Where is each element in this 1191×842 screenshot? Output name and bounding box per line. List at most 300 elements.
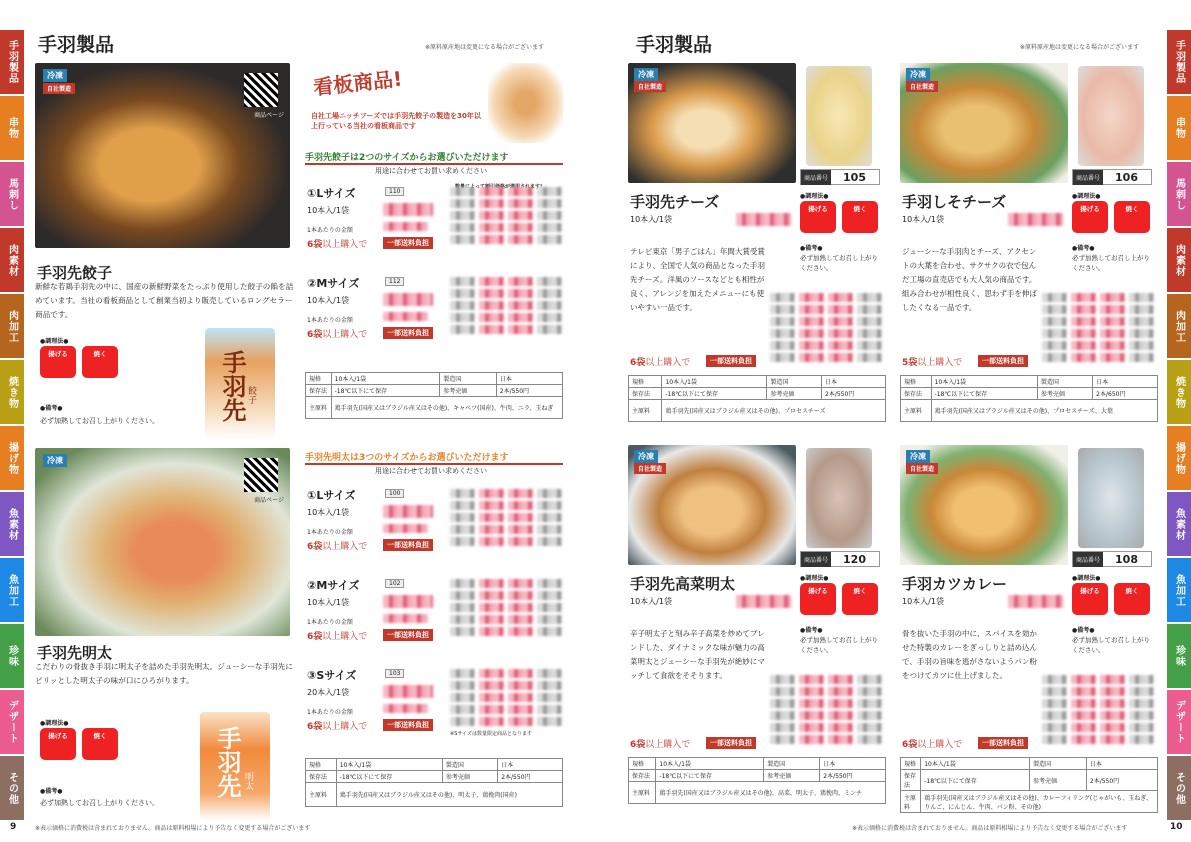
blur-cell: [857, 735, 882, 744]
blur-cell: [1100, 341, 1125, 350]
mentai-package: [200, 712, 270, 820]
storage-label: 保存法: [306, 771, 337, 783]
sidebar-tab[interactable]: 串物: [1167, 96, 1191, 162]
blur-cell: [537, 223, 562, 232]
free-ship-badge: 一部送料負担: [978, 737, 1028, 749]
blur-cell: [450, 591, 475, 600]
fry-icon: 揚げる: [1072, 583, 1108, 615]
blur-cell: [450, 325, 475, 334]
frozen-badge: 冷凍: [43, 69, 67, 82]
mentai-spec-table: [305, 758, 563, 807]
signature-banner: [305, 63, 563, 143]
blur-cell: [479, 693, 504, 702]
blur-cell: [508, 669, 533, 678]
blur-cell: [479, 591, 504, 600]
blur-cell: [508, 579, 533, 588]
shiso-code-box: [1072, 169, 1152, 185]
blur-cell: [770, 329, 795, 338]
blur-cell: [857, 353, 882, 362]
qr-code-icon[interactable]: [244, 458, 278, 492]
ref-price-value: 2本/550円: [496, 385, 562, 397]
blur-cell: [1129, 723, 1154, 732]
buy-more: 以上購入で: [645, 740, 691, 750]
blur-cell: [479, 513, 504, 522]
cheese-qty: 10本入/1袋: [630, 215, 672, 224]
per-bag-label: 1本あたりの金額: [307, 317, 353, 324]
price-blur: [383, 293, 433, 306]
product-page-label: 商品ページ: [254, 112, 284, 119]
own-badge: 自社製造: [634, 81, 666, 92]
sidebar-tab[interactable]: 揚げ物: [0, 426, 24, 492]
blur-cell: [1129, 711, 1154, 720]
storage-value: -18℃以下にて保存: [656, 770, 764, 782]
buy-more: 以上購入で: [322, 632, 368, 642]
blur-cell: [537, 537, 562, 546]
blur-cell: [450, 693, 475, 702]
blur-cell: [770, 305, 795, 314]
sidebar-tab[interactable]: 魚加工: [1167, 558, 1191, 624]
sidebar-tab[interactable]: 肉加工: [0, 294, 24, 360]
origin-value: 日本: [1093, 376, 1158, 388]
shiso-package: [1078, 66, 1144, 166]
discount-grid-blur: [450, 579, 562, 636]
blur-cell: [508, 223, 533, 232]
takana-title: 手羽先高菜明太: [630, 575, 736, 593]
code-value: 106: [1115, 170, 1138, 184]
blur-cell: [1100, 711, 1125, 720]
bake-icon: 焼く: [1114, 583, 1150, 615]
ref-price-value: 2本/550円: [822, 388, 886, 400]
free-ship-badge: 一部送料負担: [706, 737, 756, 749]
blur-cell: [828, 711, 853, 720]
spec-value: 10本入/1袋: [921, 758, 1030, 770]
blur-cell: [537, 669, 562, 678]
ingredients-value: 鶏手羽先(国産又はブラジル産又はその他)、キャベツ(国産)、牛肉、ニラ、玉ねぎ: [331, 397, 562, 419]
origin-label: 製造国: [440, 373, 497, 385]
sidebar-tab[interactable]: その他: [1167, 756, 1191, 822]
blur-cell: [508, 603, 533, 612]
blur-cell: [828, 353, 853, 362]
size-qty: 10本入/1袋: [307, 296, 349, 305]
blur-cell: [508, 277, 533, 286]
sidebar-tab[interactable]: その他: [0, 756, 24, 822]
blur-cell: [450, 537, 475, 546]
blur-cell: [508, 525, 533, 534]
size-name: ②Mサイズ: [307, 277, 360, 290]
ingredients-label: 主原料: [901, 791, 921, 813]
price-blur: [383, 505, 433, 518]
blur-cell: [479, 705, 504, 714]
blur-cell: [508, 187, 533, 196]
blur-cell: [537, 235, 562, 244]
sidebar-tab[interactable]: 手羽製品: [0, 30, 24, 96]
blur-cell: [799, 293, 824, 302]
blur-cell: [770, 341, 795, 350]
package-sub: 餃子: [246, 386, 256, 404]
size-qty: 10本入/1袋: [307, 598, 349, 607]
gyoza-title: 手羽先餃子: [37, 264, 113, 282]
sidebar-tab[interactable]: 肉素材: [0, 228, 24, 294]
sidebar-tab[interactable]: 焼き物: [1167, 360, 1191, 426]
ingredients-value: 鶏手羽先(国産又はブラジル産又はその他)、プロセスチーズ、大葉: [931, 400, 1157, 422]
frozen-badge: 冷凍: [634, 450, 658, 463]
blur-cell: [450, 705, 475, 714]
per-price-blur: [383, 222, 428, 231]
blur-cell: [770, 723, 795, 732]
blur-cell: [1042, 675, 1067, 684]
sidebar-tab[interactable]: 魚素材: [0, 492, 24, 558]
blur-cell: [1100, 735, 1125, 744]
blur-cell: [1129, 687, 1154, 696]
blur-cell: [828, 699, 853, 708]
sidebar-tab[interactable]: 肉加工: [1167, 294, 1191, 360]
blur-cell: [479, 313, 504, 322]
mentai-photo: [35, 448, 290, 636]
size-qty: 20本入/1袋: [307, 688, 349, 697]
blur-cell: [508, 513, 533, 522]
discount-grid-blur: [1042, 293, 1154, 362]
spec-label: 規格: [306, 373, 332, 385]
size-name: ①Lサイズ: [307, 187, 356, 200]
price-blur: [736, 213, 791, 226]
size-code: 102: [385, 579, 404, 588]
ingredients-label: 主原料: [629, 400, 662, 422]
code-value: 108: [1115, 552, 1138, 566]
blur-cell: [479, 301, 504, 310]
curry-qty: 10本入/1袋: [902, 597, 944, 606]
blur-cell: [450, 277, 475, 286]
blur-cell: [537, 301, 562, 310]
blur-cell: [1100, 305, 1125, 314]
per-price-blur: [383, 312, 428, 321]
blur-cell: [537, 513, 562, 522]
blur-cell: [450, 579, 475, 588]
memo-text: 必ず加熱してお召し上がりください。: [40, 799, 159, 807]
blur-cell: [770, 711, 795, 720]
blur-cell: [537, 489, 562, 498]
origin-value: 日本: [1086, 758, 1157, 770]
code-label: 商品番号: [1073, 170, 1103, 185]
size-code: 110: [385, 187, 404, 196]
origin-value: 日本: [820, 758, 886, 770]
bags-count: 6袋: [307, 632, 323, 642]
frozen-badge: 冷凍: [906, 68, 930, 81]
blur-cell: [799, 305, 824, 314]
blur-cell: [508, 301, 533, 310]
spec-label: 規格: [629, 376, 662, 388]
blur-cell: [1129, 293, 1154, 302]
blur-cell: [450, 603, 475, 612]
blur-cell: [450, 199, 475, 208]
origin-label: 製造国: [442, 759, 497, 771]
size-block: [305, 487, 563, 569]
choose-text: 手羽先明太は3つのサイズからお選びいただけます: [305, 453, 509, 463]
blur-cell: [450, 501, 475, 510]
blur-cell: [1071, 293, 1096, 302]
sidebar-tab[interactable]: デザート: [0, 690, 24, 756]
blur-cell: [1129, 699, 1154, 708]
blur-cell: [537, 615, 562, 624]
sidebar-left: [0, 30, 24, 822]
blur-cell: [508, 717, 533, 726]
blur-cell: [828, 305, 853, 314]
fry-icon: 揚げる: [800, 201, 836, 233]
bags-count: 6袋: [307, 542, 323, 552]
blur-cell: [1071, 329, 1096, 338]
origin-note-right: ※原料原産地は変更になる場合がございます: [1020, 44, 1140, 51]
own-badge: 自社製造: [906, 81, 938, 92]
sidebar-tab[interactable]: デザート: [1167, 690, 1191, 756]
takana-package: [806, 448, 872, 548]
blur-cell: [1042, 305, 1067, 314]
blur-cell: [537, 525, 562, 534]
sidebar-right: [1167, 30, 1191, 822]
ingredients-value: 鶏手羽先(国産又はブラジル産又はその他)、プロセスチーズ: [662, 400, 886, 422]
memo-label: ●備考●: [1072, 245, 1095, 252]
blur-cell: [508, 591, 533, 600]
sidebar-tab[interactable]: 揚げ物: [1167, 426, 1191, 492]
code-value: 120: [843, 552, 866, 566]
fry-icon: 揚げる: [800, 583, 836, 615]
blur-cell: [1100, 293, 1125, 302]
storage-label: 保存法: [629, 388, 662, 400]
curry-code-box: [1072, 551, 1152, 567]
size-qty: 10本入/1袋: [307, 508, 349, 517]
cook-method-label: ●調理法●: [1072, 193, 1101, 200]
fry-icon: 揚げる: [40, 728, 76, 760]
ref-price-label: 参考売価: [1037, 388, 1092, 400]
blur-cell: [537, 211, 562, 220]
free-ship-badge: 一部送料負担: [383, 629, 433, 641]
size-block: [305, 275, 563, 357]
free-ship-badge: 一部送料負担: [383, 237, 433, 249]
takana-spec-table: [628, 757, 886, 804]
ingredients-label: 主原料: [901, 400, 932, 422]
blur-cell: [537, 289, 562, 298]
bags-count: 5袋: [902, 358, 918, 368]
cook-icons: [800, 201, 878, 233]
blur-cell: [450, 211, 475, 220]
price-blur: [1008, 213, 1063, 226]
blur-cell: [828, 329, 853, 338]
spec-label: 規格: [629, 758, 656, 770]
bags-count: 6袋: [630, 358, 646, 368]
blur-cell: [1100, 723, 1125, 732]
ref-price-value: 2本/550円: [498, 771, 563, 783]
blur-cell: [450, 223, 475, 232]
blur-cell: [799, 341, 824, 350]
sidebar-tab[interactable]: 馬刺し: [0, 162, 24, 228]
spec-label: 規格: [901, 376, 932, 388]
blur-cell: [770, 317, 795, 326]
blur-cell: [479, 603, 504, 612]
blur-cell: [1071, 699, 1096, 708]
spec-label: 規格: [901, 758, 921, 770]
per-price-blur: [383, 704, 428, 713]
sidebar-tab[interactable]: 魚加工: [0, 558, 24, 624]
memo-text: 必ず加熱してお召し上がりください。: [1072, 636, 1150, 654]
blur-cell: [857, 699, 882, 708]
blur-cell: [479, 325, 504, 334]
blur-cell: [1071, 723, 1096, 732]
sidebar-tab[interactable]: 焼き物: [0, 360, 24, 426]
blur-cell: [828, 723, 853, 732]
size-code: 100: [385, 489, 404, 498]
origin-note-left: ※原料原産地は変更になる場合がございます: [425, 44, 545, 51]
blur-cell: [857, 305, 882, 314]
sidebar-tab[interactable]: 珍味: [0, 624, 24, 690]
gyoza-hand-photo: [488, 63, 563, 143]
blur-cell: [1071, 735, 1096, 744]
blur-cell: [857, 675, 882, 684]
blur-cell: [770, 353, 795, 362]
blur-cell: [479, 669, 504, 678]
blur-cell: [1100, 675, 1125, 684]
package-sub: 明太: [243, 772, 253, 790]
page-title-left: 手羽製品: [38, 34, 115, 56]
blur-cell: [828, 735, 853, 744]
blur-cell: [1071, 675, 1096, 684]
size-name: ①Lサイズ: [307, 489, 356, 502]
cheese-title: 手羽先チーズ: [630, 193, 720, 211]
spec-label: 規格: [306, 759, 337, 771]
buy-more: 以上購入で: [322, 542, 368, 552]
blur-cell: [1071, 317, 1096, 326]
blur-cell: [537, 603, 562, 612]
size-code: 112: [385, 277, 404, 286]
free-ship-badge: 一部送料負担: [383, 539, 433, 551]
product-page-label: 商品ページ: [254, 497, 284, 504]
cook-icons: [1072, 583, 1150, 615]
cheese-photo: [628, 63, 796, 183]
ingredients-value: 鶏手羽先(国産又はブラジル産又はその他)、高菜、明太子、鶏挽肉、ミンチ: [656, 782, 886, 804]
blur-cell: [537, 277, 562, 286]
memo-label: ●備考●: [40, 405, 63, 412]
ref-price-value: 2本/550円: [820, 770, 886, 782]
blur-cell: [770, 675, 795, 684]
blur-cell: [799, 329, 824, 338]
sidebar-tab[interactable]: 手羽製品: [1167, 30, 1191, 96]
bags-count: 6袋: [902, 740, 918, 750]
blur-cell: [508, 199, 533, 208]
blur-cell: [857, 711, 882, 720]
sidebar-tab[interactable]: 串物: [0, 96, 24, 162]
cook-icons: [40, 728, 118, 760]
discount-grid-blur: [770, 675, 882, 744]
spec-value: 10本入/1袋: [931, 376, 1037, 388]
blur-cell: [799, 687, 824, 696]
storage-label: 保存法: [901, 770, 921, 791]
qr-code-icon[interactable]: [244, 73, 278, 107]
blur-cell: [537, 627, 562, 636]
blur-cell: [537, 325, 562, 334]
blur-cell: [537, 705, 562, 714]
blur-cell: [799, 675, 824, 684]
price-blur: [383, 203, 433, 216]
spec-value: 10本入/1袋: [336, 759, 442, 771]
blur-cell: [1129, 675, 1154, 684]
frozen-badge: 冷凍: [634, 68, 658, 81]
own-badge: 自社製造: [43, 83, 75, 94]
size-name: ③Sサイズ: [307, 669, 357, 682]
memo-text: 必ず加熱してお召し上がりください。: [800, 636, 878, 654]
price-blur: [1008, 595, 1063, 608]
blur-cell: [1042, 353, 1067, 362]
page-number-right: 10: [1170, 822, 1183, 832]
blur-cell: [1100, 353, 1125, 362]
blur-cell: [1042, 711, 1067, 720]
ingredients-value: 鶏手羽先(国産又はブラジル産又はその他)、明太子、鶏挽肉(国産): [336, 783, 562, 807]
blur-cell: [450, 235, 475, 244]
blur-cell: [1071, 305, 1096, 314]
per-price-blur: [383, 614, 428, 623]
sidebar-tab[interactable]: 珍味: [1167, 624, 1191, 690]
gyoza-spec-table: [305, 372, 563, 419]
blur-cell: [508, 615, 533, 624]
blur-cell: [1042, 329, 1067, 338]
blur-cell: [857, 329, 882, 338]
ref-price-label: 参考売価: [440, 385, 497, 397]
blur-cell: [1071, 353, 1096, 362]
spec-value: 10本入/1袋: [662, 376, 767, 388]
blur-cell: [508, 501, 533, 510]
blur-cell: [508, 325, 533, 334]
ref-price-label: 参考売価: [1029, 770, 1086, 791]
ref-price-value: 2本/650円: [1093, 388, 1158, 400]
storage-value: -18℃以下にて保存: [931, 388, 1037, 400]
blur-cell: [537, 717, 562, 726]
shiso-qty: 10本入/1袋: [902, 215, 944, 224]
blur-cell: [1042, 293, 1067, 302]
blur-cell: [799, 735, 824, 744]
blur-cell: [1042, 317, 1067, 326]
takana-photo: [628, 445, 796, 565]
blur-cell: [537, 199, 562, 208]
storage-label: 保存法: [306, 385, 332, 397]
blur-cell: [799, 723, 824, 732]
shiso-title: 手羽しそチーズ: [902, 193, 1007, 211]
blur-cell: [479, 211, 504, 220]
sidebar-tab[interactable]: 馬刺し: [1167, 162, 1191, 228]
blur-cell: [857, 293, 882, 302]
cook-method-label: ●調理法●: [40, 338, 69, 345]
sidebar-tab[interactable]: 肉素材: [1167, 228, 1191, 294]
origin-value: 日本: [496, 373, 562, 385]
sidebar-tab[interactable]: 魚素材: [1167, 492, 1191, 558]
ingredients-label: 主原料: [629, 782, 656, 804]
bags-count: 6袋: [630, 740, 646, 750]
discount-grid-blur: [450, 277, 562, 334]
blur-cell: [799, 699, 824, 708]
blur-cell: [1129, 353, 1154, 362]
blur-cell: [1042, 699, 1067, 708]
price-blur: [383, 595, 433, 608]
blur-cell: [1100, 317, 1125, 326]
cook-method-label: ●調理法●: [800, 575, 829, 582]
bake-icon: 焼く: [842, 583, 878, 615]
size-name: ②Mサイズ: [307, 579, 360, 592]
blur-cell: [1100, 687, 1125, 696]
blur-cell: [479, 187, 504, 196]
blur-cell: [450, 187, 475, 196]
blur-cell: [450, 489, 475, 498]
bake-icon: 焼く: [1114, 201, 1150, 233]
blur-cell: [537, 693, 562, 702]
gyoza-desc: 新鮮な若鶏手羽先の中に、国産の新鮮野菜をたっぷり使用した餃子の餡を詰めています。当社の看板商品として創業当初より販売しているロングセラー商品です。: [35, 282, 294, 319]
curry-package: [1078, 448, 1144, 548]
takana-code-box: [800, 551, 880, 567]
blur-cell: [450, 669, 475, 678]
